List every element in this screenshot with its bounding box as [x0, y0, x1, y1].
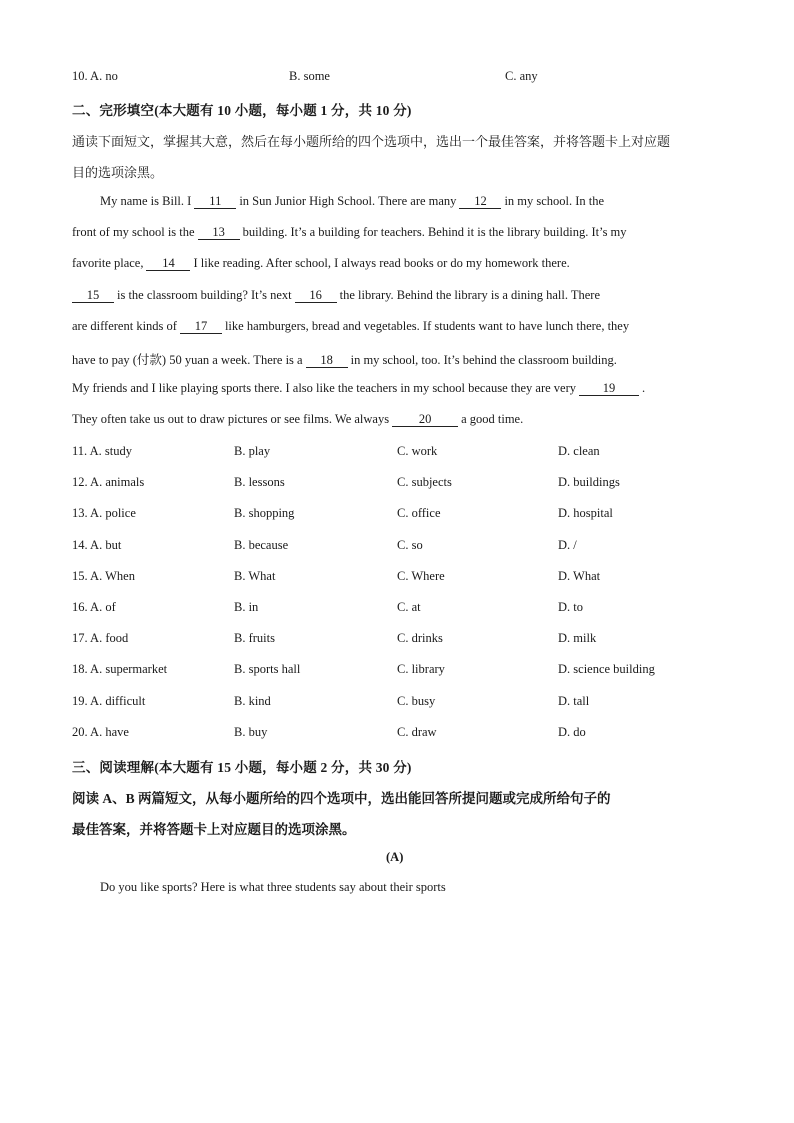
passage-line-8 [72, 412, 523, 427]
passage-text: building. It’s a building for teachers. Behind it is the library building. It’s my [242, 225, 627, 239]
passage-text: like hamburgers, bread and vegetables. If students want to have lunch there, they [224, 319, 630, 333]
section-3-instruction-line-2: 最佳答案，并将答题卡上对应题目的选项涂黑。 [72, 822, 356, 837]
passage-text: favorite place, [72, 256, 144, 270]
option-c: C. library [397, 662, 445, 677]
option-d: D. tall [558, 693, 590, 708]
option-row [0, 506, 794, 522]
option-row [0, 569, 794, 585]
passage-text: are different kinds of [72, 319, 177, 333]
option-b: B. because [234, 537, 289, 552]
option-b: B. buy [234, 724, 268, 739]
option-a: 20. A. have [72, 724, 129, 739]
passage-line-7 [72, 381, 645, 396]
passage-line-6 [72, 350, 617, 368]
option-b: B. sports hall [234, 662, 301, 677]
option-d: D. milk [558, 631, 597, 646]
option-a: 18. A. supermarket [72, 662, 168, 677]
passage-text: in my school. In the [504, 194, 605, 208]
blank-16: 16 [295, 289, 337, 303]
option-a: 19. A. difficult [72, 693, 146, 708]
option-row [0, 475, 794, 491]
option-a: 16. A. of [72, 600, 116, 614]
passage-text: They often take us out to draw pictures or see films. We always [72, 412, 390, 426]
option-a: 11. A. study [72, 444, 132, 458]
option-d: D. buildings [558, 475, 620, 490]
option-c: C. busy [397, 693, 436, 708]
option-a: 13. A. police [72, 506, 136, 521]
option-a: 17. A. food [72, 631, 129, 646]
passage-text: . [642, 381, 646, 395]
passage-text: I like reading. After school, I always read books or do my homework there. [193, 256, 570, 270]
question-10-row [0, 69, 794, 85]
option-c: C. Where [397, 568, 445, 583]
option-d: D. What [558, 568, 601, 583]
option-c: C. so [397, 537, 423, 552]
option-b: B. shopping [234, 506, 295, 521]
option-c: C. drinks [397, 631, 443, 646]
option-b: B. kind [234, 693, 271, 708]
q10-option-a: 10. A. no [72, 69, 118, 83]
passage-text: have to pay (付款) 50 yuan a week. There is a [72, 353, 303, 367]
passage-text: is the classroom building? It’s next [117, 288, 292, 302]
option-row [0, 600, 794, 616]
section-2-instruction-line-1: 通读下面短文，掌握其大意，然后在每小题所给的四个选项中，选出一个最佳答案，并将答题卡上对应题 [72, 134, 671, 149]
blank-20: 20 [392, 413, 458, 427]
option-d: D. science building [558, 662, 655, 677]
option-d: D. to [558, 600, 583, 614]
section-3-instruction-line-1: 阅读 A、B 两篇短文，从每小题所给的四个选项中，选出能回答所提问题或完成所给句子的 [72, 791, 611, 806]
passage-line-5 [72, 319, 629, 334]
option-b: B. fruits [234, 631, 275, 646]
blank-15: 15 [72, 289, 114, 303]
blank-18: 18 [306, 354, 348, 368]
option-b: B. lessons [234, 475, 285, 490]
option-d: D. do [558, 724, 586, 739]
passage-a-title: (A) [386, 850, 404, 864]
option-a: 15. A. When [72, 568, 135, 583]
option-a: 12. A. animals [72, 475, 145, 490]
option-row [0, 694, 794, 710]
blank-11: 11 [194, 195, 236, 209]
section-2-heading: 二、完形填空(本大题有 10 小题，每小题 1 分，共 10 分) [72, 103, 412, 118]
passage-line-2 [72, 225, 627, 240]
option-row [0, 725, 794, 741]
q10-option-b: B. some [289, 69, 330, 83]
option-row [0, 538, 794, 554]
passage-text: My name is Bill. I [100, 194, 192, 208]
option-row [0, 662, 794, 678]
passage-a-intro: Do you like sports? Here is what three students say about their sports [100, 880, 446, 894]
option-c: C. office [397, 506, 441, 521]
section-3-heading: 三、阅读理解(本大题有 15 小题，每小题 2 分，共 30 分) [72, 760, 412, 775]
section-2-instruction-line-2: 目的选项涂黑。 [72, 165, 164, 180]
option-c: C. subjects [397, 475, 452, 490]
option-d: D. hospital [558, 506, 613, 521]
option-b: B. play [234, 444, 271, 458]
blank-17: 17 [180, 320, 222, 334]
option-d: D. clean [558, 444, 600, 458]
passage-text: in Sun Junior High School. There are many [239, 194, 457, 208]
blank-19: 19 [579, 382, 639, 396]
passage-text: in my school, too. It’s behind the classroom building. [350, 353, 617, 367]
passage-line-3 [72, 256, 570, 271]
passage-line-1 [100, 194, 604, 209]
passage-line-4 [72, 288, 600, 303]
passage-text: a good time. [461, 412, 524, 426]
q10-option-c: C. any [505, 69, 538, 83]
option-b: B. in [234, 600, 259, 614]
option-row [0, 631, 794, 647]
option-c: C. draw [397, 724, 437, 739]
blank-14: 14 [146, 257, 190, 271]
option-a: 14. A. but [72, 537, 122, 552]
option-b: B. What [234, 568, 276, 583]
option-c: C. at [397, 600, 421, 614]
option-row [0, 444, 794, 460]
passage-text: the library. Behind the library is a dining hall. There [339, 288, 600, 302]
option-d: D. / [558, 537, 577, 552]
passage-text: front of my school is the [72, 225, 195, 239]
blank-12: 12 [459, 195, 501, 209]
passage-text: My friends and I like playing sports there. I also like the teachers in my school because they are very [72, 381, 577, 395]
blank-13: 13 [198, 226, 240, 240]
option-c: C. work [397, 444, 438, 458]
